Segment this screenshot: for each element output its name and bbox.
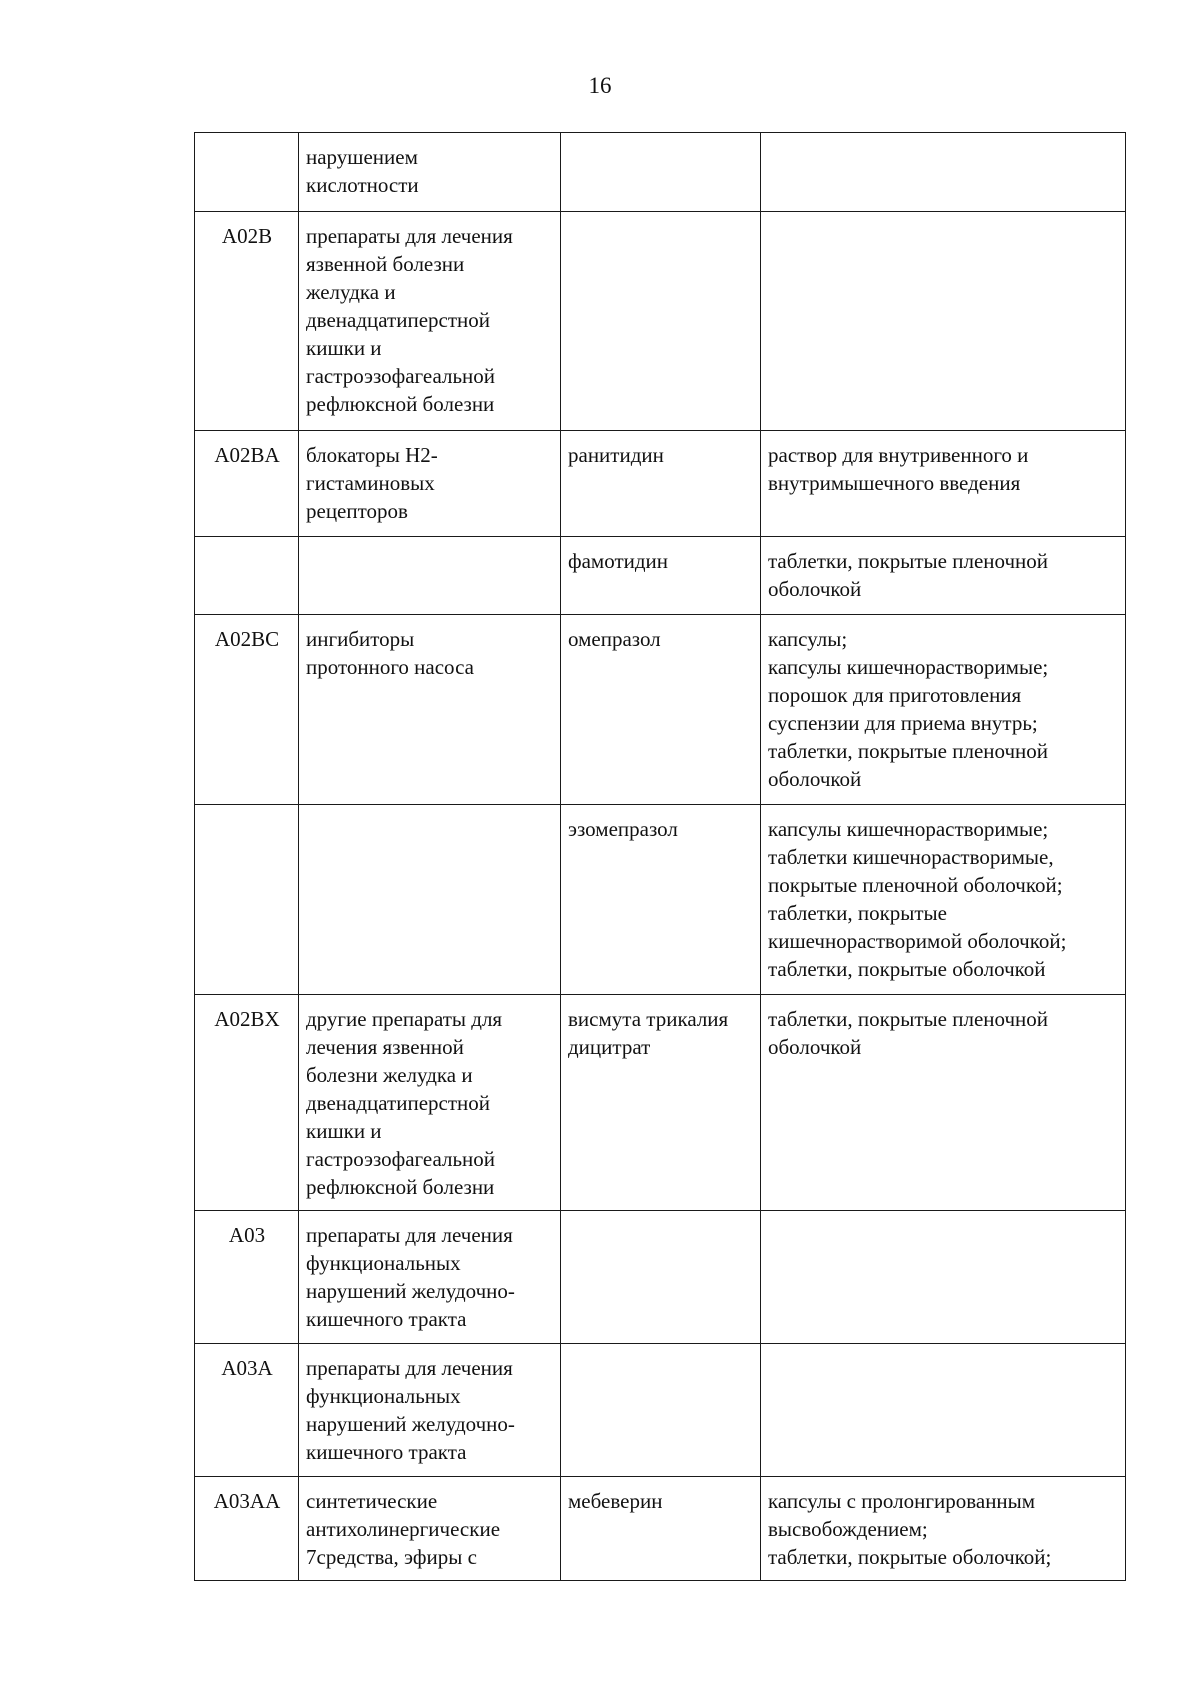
atc-group-line: препараты для лечения (306, 224, 513, 248)
dosage-form-line: оболочкой (768, 577, 862, 601)
atc-group-line: лечения язвенной (306, 1035, 464, 1059)
atc-group-cell (299, 537, 561, 615)
dosage-form-line: оболочкой (768, 1035, 862, 1059)
table-row (195, 1477, 1126, 1581)
dosage-form-line: таблетки, покрытые пленочной (768, 739, 1049, 763)
atc-group-line: функциональных (306, 1384, 461, 1408)
table-row (195, 537, 1126, 615)
drug-name-cell (561, 995, 761, 1211)
dosage-form-line: покрытые пленочной оболочкой; (768, 873, 1063, 897)
drug-name-cell (561, 615, 761, 805)
atc-code-cell (195, 805, 299, 995)
atc-code-cell (195, 212, 299, 431)
atc-group-line: препараты для лечения (306, 1223, 513, 1247)
drug-name: дицитрат (568, 1035, 651, 1059)
atc-group-cell (299, 1344, 561, 1477)
drug-name-cell (561, 133, 761, 212)
atc-group-cell (299, 1477, 561, 1581)
atc-group-line: ингибиторы (306, 627, 415, 651)
atc-group-line: кишки и (306, 336, 382, 360)
atc-group-line: блокаторы Н2- (306, 443, 438, 467)
dosage-form-line: капсулы кишечнорастворимые; (768, 655, 1049, 679)
atc-group-line: желудка и (306, 280, 396, 304)
drug-name-cell (561, 537, 761, 615)
dosage-form-line: таблетки, покрытые оболочкой; (768, 1545, 1052, 1569)
dosage-form-line: таблетки, покрытые пленочной (768, 1007, 1049, 1031)
table-row (195, 431, 1126, 537)
drug-table-body (195, 133, 1126, 1581)
atc-group-cell (299, 431, 561, 537)
drug-name: фамотидин (568, 549, 669, 573)
drug-name: висмута трикалия (568, 1007, 729, 1031)
atc-group-cell (299, 212, 561, 431)
dosage-form-line: капсулы с пролонгированным (768, 1489, 1036, 1513)
atc-group-line: рефлюксной болезни (306, 1175, 495, 1199)
atc-code-cell (195, 995, 299, 1211)
page-number: 16 (588, 73, 612, 98)
dosage-form-cell (761, 537, 1126, 615)
drug-list-table (194, 132, 1126, 1581)
atc-group-line: препараты для лечения (306, 1356, 513, 1380)
atc-group-line: гастроэзофагеальной (306, 364, 496, 388)
atc-code-cell (195, 537, 299, 615)
dosage-form-line: суспензии для приема внутрь; (768, 711, 1038, 735)
atc-group-cell (299, 133, 561, 212)
dosage-form-cell (761, 1477, 1126, 1581)
dosage-form-line: кишечнорастворимой оболочкой; (768, 929, 1067, 953)
atc-group-line: язвенной болезни (306, 252, 465, 276)
table-row (195, 1211, 1126, 1344)
atc-group-cell (299, 615, 561, 805)
dosage-form-cell (761, 212, 1126, 431)
dosage-form-line: капсулы кишечнорастворимые; (768, 817, 1049, 841)
dosage-form-cell (761, 995, 1126, 1211)
atc-code-cell (195, 1211, 299, 1344)
atc-group-line: двенадцатиперстной (306, 308, 491, 332)
dosage-form-line: капсулы; (768, 627, 848, 651)
dosage-form-cell (761, 615, 1126, 805)
dosage-form-line: раствор для внутривенного и (768, 443, 1029, 467)
atc-group-cell (299, 1211, 561, 1344)
atc-code: A02BC (214, 627, 280, 651)
dosage-form-cell (761, 1211, 1126, 1344)
dosage-form-line: таблетки, покрытые пленочной (768, 549, 1049, 573)
atc-group-line: кишечного тракта (306, 1307, 467, 1331)
atc-group-line: кислотности (306, 173, 419, 197)
dosage-form-cell (761, 431, 1126, 537)
table-row (195, 133, 1126, 212)
atc-group-line: функциональных (306, 1251, 461, 1275)
drug-name-cell (561, 212, 761, 431)
atc-code-cell (195, 615, 299, 805)
atc-code-cell (195, 133, 299, 212)
table-row (195, 615, 1126, 805)
dosage-form-line: таблетки, покрытые оболочкой (768, 957, 1046, 981)
atc-group-line: протонного насоса (306, 655, 474, 679)
drug-name-cell (561, 1211, 761, 1344)
drug-name: ранитидин (568, 443, 664, 467)
drug-name-cell (561, 805, 761, 995)
drug-name: мебеверин (568, 1489, 663, 1513)
drug-name-cell (561, 1344, 761, 1477)
dosage-form-line: внутримышечного введения (768, 471, 1021, 495)
dosage-form-line: оболочкой (768, 767, 862, 791)
atc-group-line: синтетические (306, 1489, 438, 1513)
atc-code-cell (195, 1344, 299, 1477)
drug-name-cell (561, 431, 761, 537)
dosage-form-line: таблетки кишечнорастворимые, (768, 845, 1054, 869)
atc-group-line: антихолинергические (306, 1517, 501, 1541)
atc-code: A02B (221, 224, 273, 248)
atc-code: A03AA (213, 1489, 281, 1513)
atc-group-line: кишки и (306, 1119, 382, 1143)
table-row (195, 212, 1126, 431)
atc-group-cell (299, 995, 561, 1211)
atc-group-line: нарушений желудочно- (306, 1412, 515, 1436)
atc-group-line: рецепторов (306, 499, 408, 523)
atc-group-line: кишечного тракта (306, 1440, 467, 1464)
atc-group-line: гастроэзофагеальной (306, 1147, 496, 1171)
drug-name: омепразол (568, 627, 661, 651)
atc-code: A02BX (214, 1007, 280, 1031)
atc-group-line: другие препараты для (306, 1007, 503, 1031)
drug-name-cell (561, 1477, 761, 1581)
atc-code: A02BA (214, 443, 280, 467)
atc-group-line: двенадцатиперстной (306, 1091, 491, 1115)
dosage-form-cell (761, 1344, 1126, 1477)
dosage-form-line: порошок для приготовления (768, 683, 1022, 707)
dosage-form-line: таблетки, покрытые (768, 901, 947, 925)
atc-group-line: болезни желудка и (306, 1063, 473, 1087)
atc-code-cell (195, 431, 299, 537)
table-row (195, 1344, 1126, 1477)
atc-group-line: гистаминовых (306, 471, 435, 495)
atc-group-cell (299, 805, 561, 995)
dosage-form-cell (761, 133, 1126, 212)
atc-group-line: рефлюксной болезни (306, 392, 495, 416)
atc-group-line: 7средства, эфиры с (306, 1545, 477, 1569)
atc-code: A03 (228, 1223, 266, 1247)
table-row (195, 995, 1126, 1211)
dosage-form-cell (761, 805, 1126, 995)
atc-code-cell (195, 1477, 299, 1581)
table-row (195, 805, 1126, 995)
atc-group-line: нарушений желудочно- (306, 1279, 515, 1303)
atc-group-line: нарушением (306, 145, 418, 169)
drug-name: эзомепразол (568, 817, 678, 841)
dosage-form-line: высвобождением; (768, 1517, 928, 1541)
atc-code: A03A (221, 1356, 273, 1380)
